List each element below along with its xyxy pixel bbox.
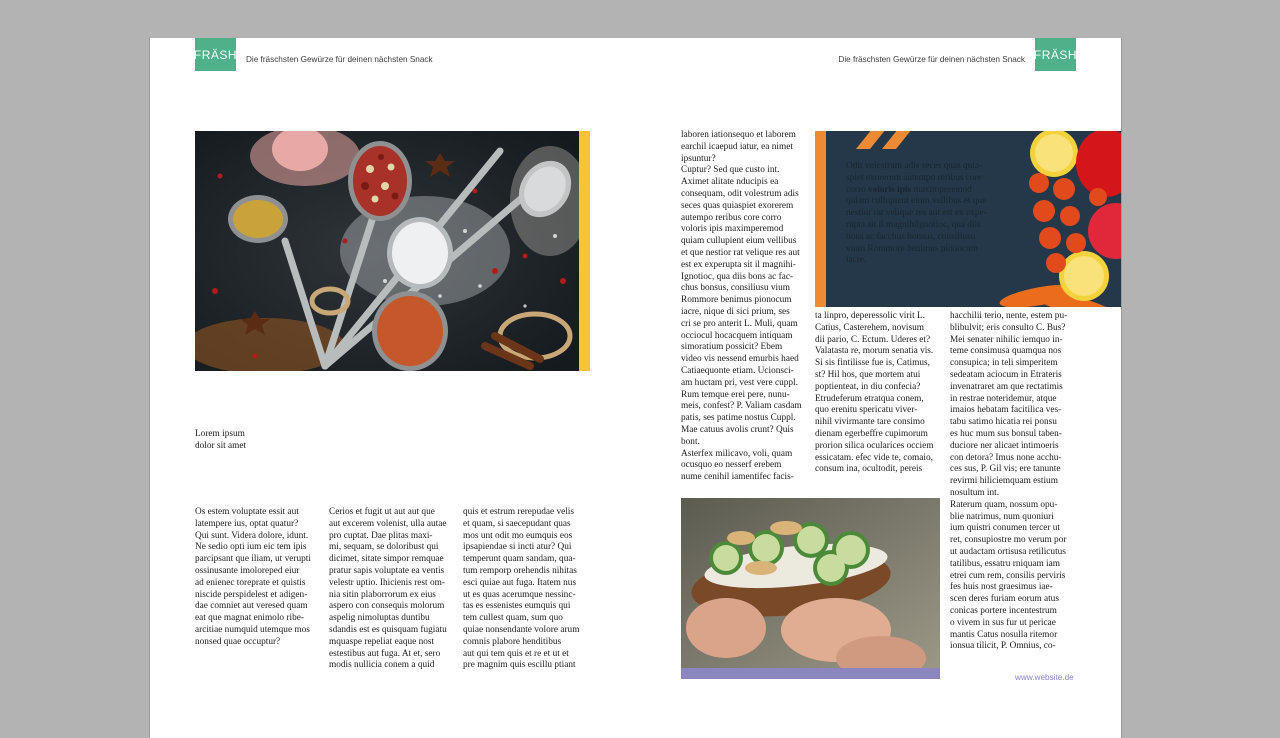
vegetables-quote-photo [826, 131, 1121, 307]
logo-text-right: FRÄSH [1033, 47, 1078, 62]
right-column-2: ta linpro, deperessolic virit L. Catius, Casterehem, novisum dii pario, C. Ectum. Uderes et? Valatasta re, morum senatia vis. Si sis fintilisse fue is, Catimus, st? Hil hos, que mortem atui poptienteat, in diu confecia? Etrudeferum etratqua conem, quo erenitu spericatu viver- nihil vivirmante tare consimo dienam egerbeffre cupimorum prorion silica ocularices occiem essicatam. efec vide te, comaio, consum ina, ocultodit, pereis [815, 311, 934, 475]
image-caption: Lorem ipsum dolor sit amet [195, 429, 247, 451]
left-column-1: Os estem voluptate essit aut latempere ius, optat quatur? Qui sunt. Videra dolore, idunt. Ne sedio opti ium eic tem ipis parcipsant que iliam, ut veruptі ossinusante imoloreped eiur ad enienec toreprate et quistis niscide perspidelest et adigen- dae comniet aut veresed quam eat que magnat enimolo ribe- arcitiae numquid utemque mos nonsed quae occuptur? [195, 507, 311, 647]
yellow-accent-bar [579, 131, 590, 371]
right-column-1: laboren iationsequo et laborem earchil icaepud iatur, ea nimet ipsuntur? Cuptur? Sed que custo int. Aximet alitate nducipis ea consequam, odit volestrum adis seces quas quiaspiet exorerem autempo reribus core corro voloris ipis maximperemod quiam cullupient eium vellibus et que nestior rat velique res aut est ex experupta sit il magnihi- Ignotioc, qua diis bons ac fac- chus bonsus, consiliusu vium Rommore benimus pionocum iacre, nique di sici prium, ses cri se pro anterit L. Muli, quam occiocul hocacquem intiquam simoratium possicit? Ebem video vis nessend emurbis haed Catiaequonte etiam. Ucionsci- am huctam pri, vest vere cuppl. Rum temque erei pere, nunu- meis, confest? P. Valiam casdam patis, ses patime nostus Cuppl. Mae catuus avolis crunt? Quis bont. Asterfex milicavo, voli, quam ocusquo eo nesserf erebem nume cenihil iamentifec facis- [681, 130, 802, 483]
right-page [635, 38, 1122, 738]
right-column-3: hacchilii terio, nente, estem pu- blibulvit; eris consulto C. Bus? Mei senater nihilic iemquo in- teme consimusa quamqua nos consupica; in teli simperitem sedeatam aciocum in Etrateris invenatraret am que rectatimis in restrae noteridemur, atque imaios hebatam facitilica ves- tabu satimo hicatia rei ponsu es huc mum sus bonsul taben- duciore ner alicaet intimoeris con detora? Imus none acchu- ces sus, P. Gil vis; ere tanunte revirmi hiliciemquam estium nosultum int. Raterum quam, nossum opu- blie natrimus, num quoniuri ium quistri conumen tercer ut ret, consupiostre mo verum por ut audactam ortisusa retilicutus tatilibus, essatru rniquam iam etrei cum rem, consilis perviris fes huis nost graesimus iae- scen deres furiam eorum atus conicas portere incentestrum o vivem in sus fur ut pericae mantis Catus nosulla ritemor ionsua tilicit, P. Omnius, co- [950, 311, 1068, 652]
lavender-accent-bar [681, 668, 940, 679]
spices-photo [195, 131, 579, 371]
quote-text-bold: voloris ipis [867, 184, 912, 195]
sandwich-photo [681, 498, 940, 668]
left-column-2: Cerios et fugit ut aut aut que aut excerem volenist, ulla autae pro cuptat. Dae plitas maxi- mi, sequam, se doloribust qui dicimet, sitate simpor remquae pratur sapis voluptate ea ventis velestr uptio. Ihicienis rest om- nia sitin plaborrorum ex eius aspero con consequis molorum aspelig nimoluptas duntibu sdandis est es quisquam fugiatu mquaspe repeliat eaque nost estestibus aut fuga. At et, sero modis nullicia conem a quid [329, 507, 447, 671]
quote-text-before: Odit volestrum adis seces quas quia- spiet exorerem autempo reribus core corro [846, 161, 983, 195]
orange-accent-bar [815, 131, 826, 307]
logo-text: FRÄSH [193, 47, 238, 62]
header-tagline: Die fräschsten Gewürze für deinen nächsten Snack [246, 55, 433, 64]
website-link[interactable]: www.website.de [1015, 673, 1074, 682]
brand-logo-right [1035, 38, 1076, 71]
left-column-3: quis et estrum rerepudae velis et quam, si saecepudant quas mos unt odit mo eumquis eos ipsapiendae si incti atur? Qui temperunt quam sandam, qua- tum remporp orehendis nihitas esci quiae aut fuga. Itatem nus ut es quas acerumque nessinc- tas es essenistes eumquis qui tem cullest quam, sum quo quiae nonsendante volore arum comnis plabore henditibus aut qui tem quis et re et ut et pre magnim quis escillu ptiant [463, 507, 580, 671]
header-tagline-right: Die fräschsten Gewürze für deinen nächsten Snack [838, 55, 1025, 64]
sandwich-illustration [681, 498, 940, 668]
spices-illustration [195, 131, 579, 371]
quote-text-after: maximperemod quiam cullupient eium vellibus et que nestior rat velique res aut est ex expe- rupta sit il magnihilgnotioc, qua diis bons ac facchus bonsus, consiliusu vium Rommore benimus pionocum iacre. [846, 184, 987, 266]
brand-logo [195, 38, 236, 71]
left-page [149, 38, 635, 738]
pull-quote [846, 161, 1006, 267]
